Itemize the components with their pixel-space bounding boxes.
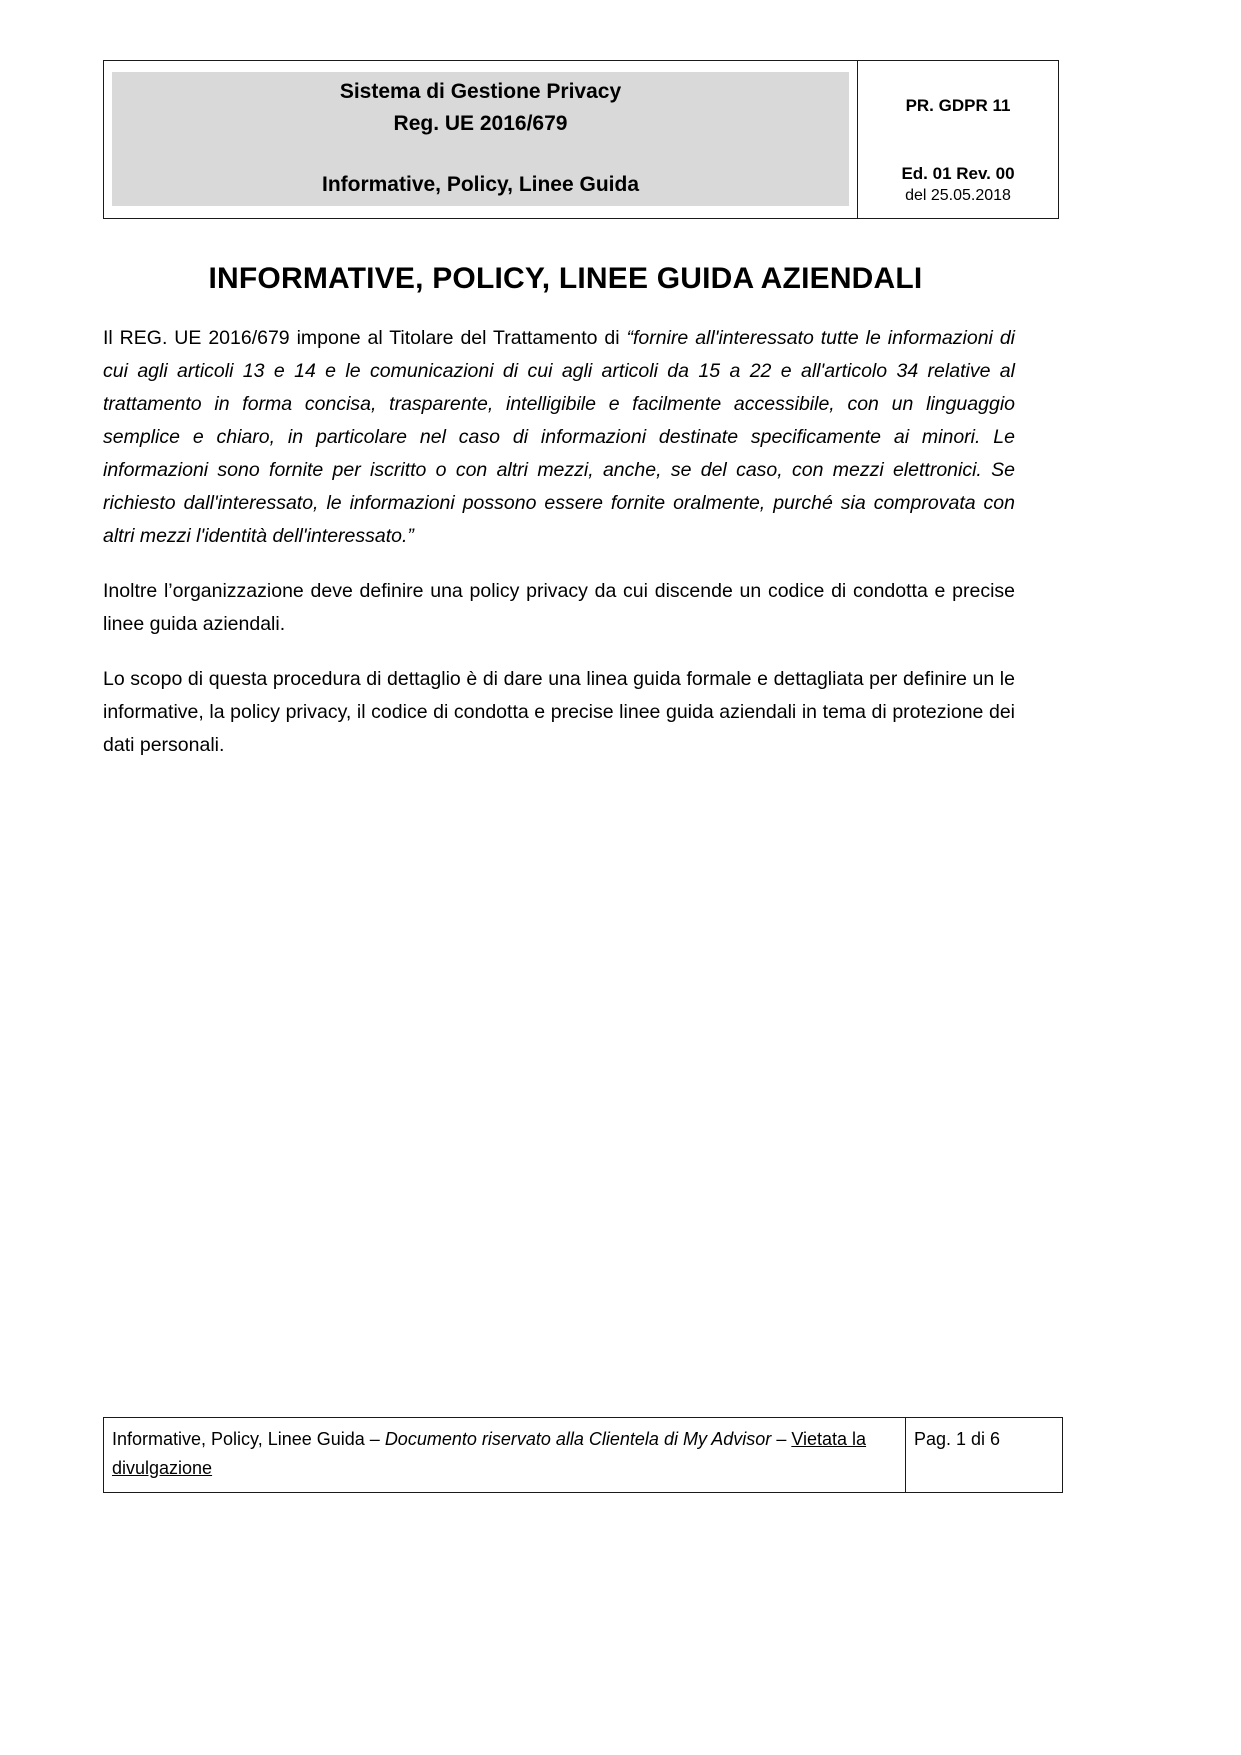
document-header-table [103,60,1059,219]
header-document-code: PR. GDPR 11 [905,96,1011,115]
header-left-cell [104,61,858,219]
header-band-spacer [112,142,849,168]
header-edition-revision: Ed. 01 Rev. 00 [901,164,1015,183]
paragraph-policy-requirement: Inoltre l’organizzazione deve definire una policy privacy da cui discende un codice di condotta e precise linee guida aziendali. [103,580,1015,635]
footer-left-cell [104,1418,906,1493]
footer-confidentiality-note: Documento riservato alla Clientela di My Advisor [384,1429,772,1449]
footer-doc-name: Informative, Policy, Linee Guida – [112,1429,385,1449]
paragraph-1-lead: Il REG. UE 2016/679 impone al Titolare del Trattamento di [103,327,627,349]
document-body [103,322,1015,784]
page-title: INFORMATIVE, POLICY, LINEE GUIDA AZIENDALI [208,262,923,295]
paragraph-procedure-scope: Lo scopo di questa procedura di dettaglio è di dare una linea guida formale e dettagliata per definire un le informative, la policy privacy, il codice di condotta e precise linee guida aziendali in tema di protezione dei dati personali. [103,668,1015,756]
paragraph-1-quote: “fornire all'interessato tutte le informazioni di cui agli articoli 13 e 14 e le comunicazioni di cui agli articoli da 15 a 22 e all'articolo 34 relative al trattamento in forma concisa, trasparente, intelligibile e facilmente accessibile, con un linguaggio semplice e chiaro, in particolare nel caso di informazioni destinate specificamente ai minori. Le informazioni sono fornite per iscritto o con altri mezzi, anche, se del caso, con mezzi elettronici. Se richiesto dall'interessato, le informazioni possono essere fornite oralmente, purché sia comprovata con altri mezzi l'identità dell'interessato.” [103,327,1015,547]
header-system-band [112,72,849,142]
footer-disclosure-warning: Vietata la divulgazione [112,1429,867,1478]
footer-page-cell: Pag. 1 di 6 [906,1418,1063,1493]
footer-separator: – [771,1429,792,1449]
header-date: del 25.05.2018 [905,187,1011,204]
header-subtitle: Informative, Policy, Linee Guida [112,168,849,206]
header-system-line2: Reg. UE 2016/679 [393,111,568,135]
header-right-cell [858,61,1059,219]
document-footer-table [103,1417,1063,1493]
header-system-line1: Sistema di Gestione Privacy [339,79,622,103]
paragraph-regulation-quote [103,322,1015,553]
